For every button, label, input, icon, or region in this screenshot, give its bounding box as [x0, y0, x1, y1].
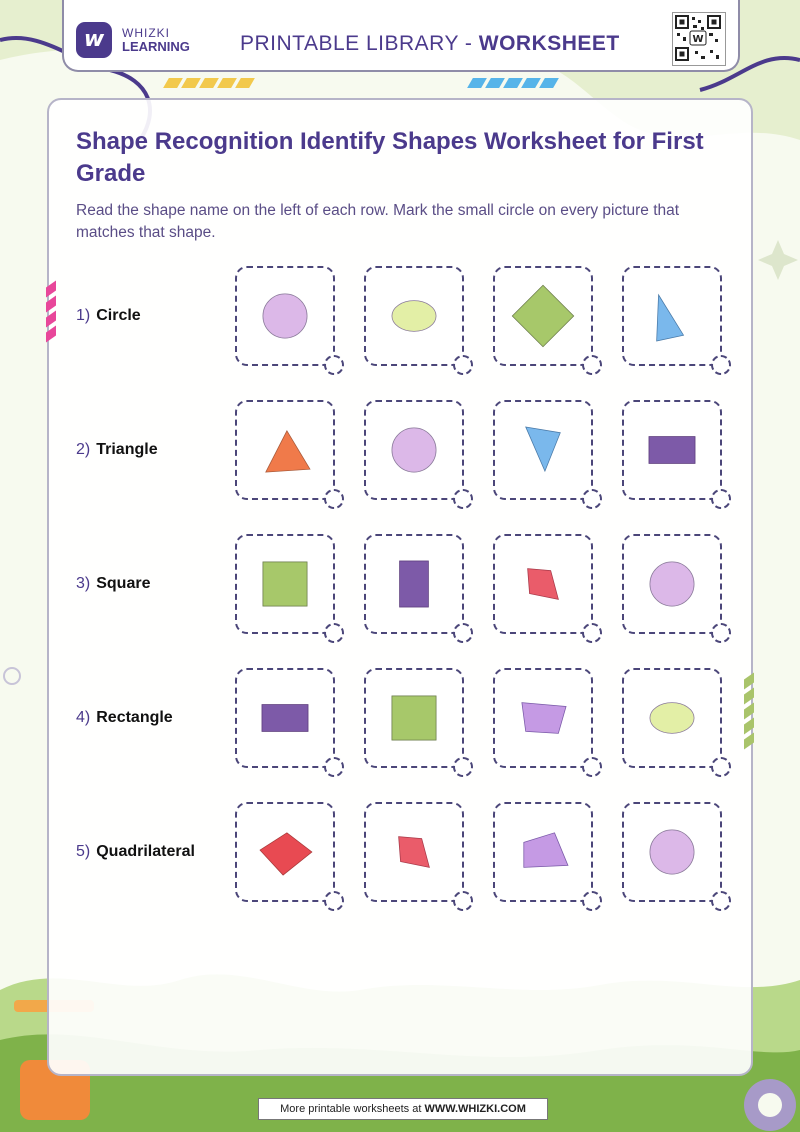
answer-circle[interactable] [324, 355, 344, 375]
shape-card [235, 534, 335, 634]
shape-card [364, 668, 464, 768]
brand-line-1: WHIZKI [122, 26, 170, 40]
shape-card [235, 266, 335, 366]
row-shape-name: Square [96, 575, 151, 592]
answer-circle[interactable] [711, 355, 731, 375]
shape-card [622, 534, 722, 634]
quadrilateral-shape-icon [495, 536, 591, 632]
circle-shape-icon [366, 402, 462, 498]
shape-card [235, 668, 335, 768]
footer-banner[interactable] [258, 1098, 548, 1120]
answer-circle[interactable] [324, 489, 344, 509]
row-number: 5) [76, 843, 91, 860]
row-number: 3) [76, 575, 91, 592]
row-shape-name: Quadrilateral [96, 843, 195, 860]
triangle-down-shape-icon [495, 402, 591, 498]
shape-card [493, 534, 593, 634]
row-number: 4) [76, 709, 91, 726]
ellipse-shape-icon [366, 268, 462, 364]
answer-circle[interactable] [324, 891, 344, 911]
worksheet-instructions: Read the shape name on the left of each row. Mark the small circle on every picture that matches that shape. [76, 202, 680, 241]
qr-center-letter: W [692, 34, 704, 45]
answer-circle[interactable] [711, 891, 731, 911]
shape-card [235, 802, 335, 902]
answer-circle[interactable] [453, 489, 473, 509]
ellipse-shape-icon [624, 670, 720, 766]
pink-side-stripes [46, 284, 56, 339]
row-label [76, 307, 141, 325]
shape-card [622, 802, 722, 902]
shape-card [364, 802, 464, 902]
row-shape-name: Circle [96, 307, 141, 324]
kite-shape-icon [495, 804, 591, 900]
shape-card [364, 266, 464, 366]
triangle-shape-icon [237, 402, 333, 498]
shape-card [235, 400, 335, 500]
diamond-shape-icon [495, 268, 591, 364]
site-header [62, 0, 740, 72]
rectangle-shape-icon [237, 670, 333, 766]
rectangle-tall-shape-icon [366, 536, 462, 632]
row-label [76, 843, 195, 861]
answer-circle[interactable] [582, 623, 602, 643]
quadrilateral-shape-icon [366, 804, 462, 900]
green-side-stripes [744, 676, 754, 746]
answer-circle[interactable] [453, 623, 473, 643]
answer-circle[interactable] [324, 757, 344, 777]
brand-line-2: LEARNING [122, 39, 190, 54]
row-label [76, 575, 150, 593]
yellow-stripe-decoration [166, 78, 252, 88]
answer-circle[interactable] [453, 757, 473, 777]
shape-card [493, 802, 593, 902]
row-number: 1) [76, 307, 91, 324]
circle-shape-icon [237, 268, 333, 364]
parallelogram-shape-icon [237, 804, 333, 900]
header-title [240, 32, 620, 56]
answer-circle[interactable] [711, 623, 731, 643]
shape-card [493, 266, 593, 366]
answer-circle[interactable] [711, 757, 731, 777]
row-label [76, 709, 173, 727]
header-title-strong: WORKSHEET [478, 32, 620, 55]
worksheet-title: Shape Recognition Identify Shapes Worksheet for First Grade [76, 128, 704, 187]
row-label [76, 441, 158, 459]
footer-link[interactable]: WWW.WHIZKI.COM [424, 1103, 526, 1115]
answer-circle[interactable] [453, 355, 473, 375]
shape-card [493, 668, 593, 768]
shape-card [622, 400, 722, 500]
circle-shape-icon [624, 804, 720, 900]
header-title-prefix: PRINTABLE LIBRARY - [240, 32, 479, 55]
square-shape-icon [366, 670, 462, 766]
brand-name[interactable] [122, 26, 190, 54]
shape-card [364, 400, 464, 500]
rectangle-shape-icon [624, 402, 720, 498]
answer-circle[interactable] [582, 757, 602, 777]
trapezoid-shape-icon [495, 670, 591, 766]
qr-code-icon[interactable] [672, 12, 726, 66]
answer-circle[interactable] [582, 489, 602, 509]
row-shape-name: Rectangle [96, 709, 173, 726]
answer-circle[interactable] [582, 355, 602, 375]
triangle-right-shape-icon [624, 268, 720, 364]
shape-card [493, 400, 593, 500]
shape-card [622, 668, 722, 768]
whizki-logo-icon[interactable]: w [76, 22, 112, 58]
answer-circle[interactable] [324, 623, 344, 643]
row-number: 2) [76, 441, 91, 458]
shape-card [364, 534, 464, 634]
qr-code-graphic [673, 13, 723, 63]
square-shape-icon [237, 536, 333, 632]
row-shape-name: Triangle [96, 441, 158, 458]
circle-shape-icon [624, 536, 720, 632]
footer-text: More printable worksheets at [280, 1103, 425, 1115]
answer-circle[interactable] [453, 891, 473, 911]
blue-stripe-decoration [470, 78, 556, 88]
answer-circle[interactable] [711, 489, 731, 509]
shape-card [622, 266, 722, 366]
answer-circle[interactable] [582, 891, 602, 911]
